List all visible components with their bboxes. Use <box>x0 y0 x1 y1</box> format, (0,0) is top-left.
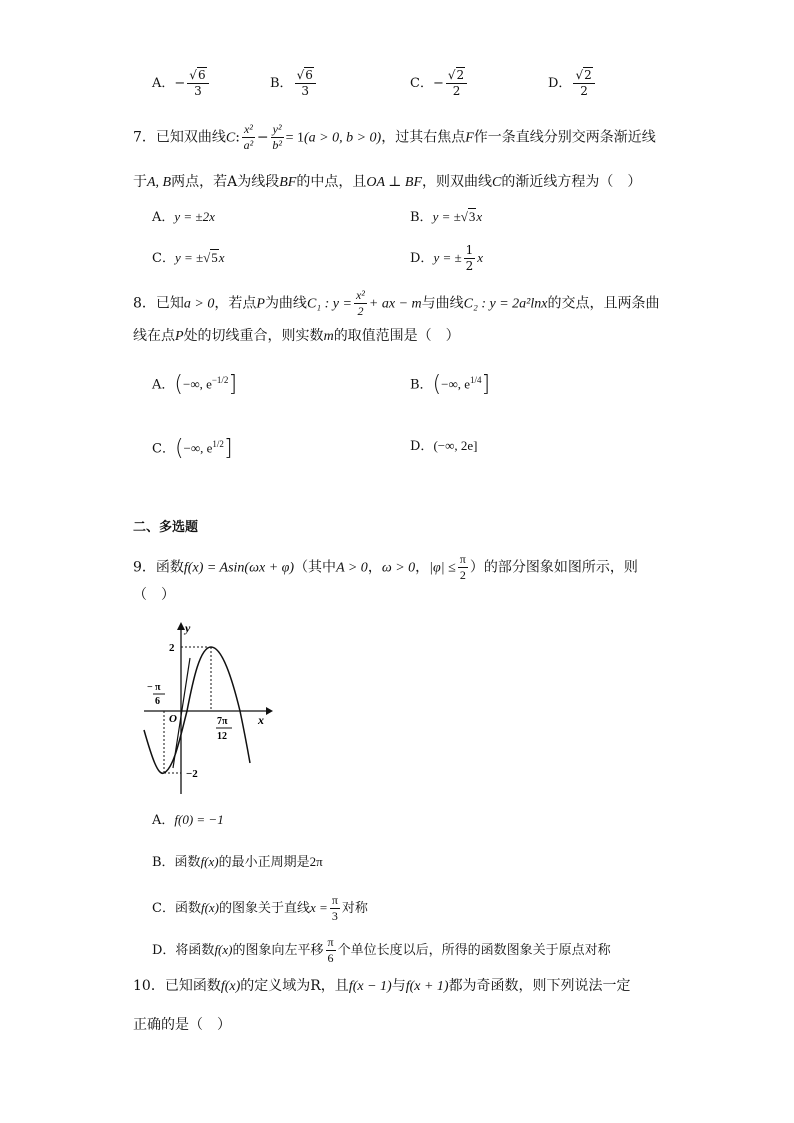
function: f(x) <box>200 900 219 915</box>
q7-option-c: C．y = ±√5x <box>152 250 225 266</box>
option-label: C． <box>410 76 433 91</box>
question-number: 7．已知双曲线 <box>133 129 226 146</box>
curve-name: C <box>225 130 236 146</box>
right-tick-denominator: 12 <box>217 731 227 742</box>
condition: ω > 0 <box>381 560 416 576</box>
q7-line-1: 7．已知双曲线C: $\frac{\text{x²}}{\text{a²}}$ − $\frac{\text{y²}}{\text{b²}}$ = 1(a > 0, b > 0)，过其右焦点F作一条直线分别交两条渐近线 <box>133 122 656 152</box>
q9-option-c <box>152 893 368 924</box>
variable: m <box>323 329 334 344</box>
option-text: x <box>476 209 483 224</box>
q8-option-d <box>410 436 477 457</box>
q6-option-c: C．− $\frac{√2}{2}$ <box>410 68 469 99</box>
condition: |φ| ≤ <box>429 560 456 576</box>
option-text: (−∞, 2e] <box>433 438 478 453</box>
q9-option-d <box>152 935 611 966</box>
text: ，若点 <box>214 295 257 312</box>
option-label: A． <box>152 76 175 91</box>
point: P <box>175 329 184 344</box>
left-tick-sign: − <box>147 682 153 693</box>
right-tick-numerator: 7π <box>217 716 228 727</box>
option-text: x <box>477 250 484 265</box>
q9-line-1 <box>133 552 638 583</box>
radicand: 5 <box>211 250 218 265</box>
question-number: 8．已知 <box>133 295 184 312</box>
text: 的取值范围是（ ） <box>333 328 460 344</box>
numerator: 6 <box>305 68 313 82</box>
function: f(x − 1) <box>348 979 392 994</box>
text: 处的切线重合，则实数 <box>183 328 324 344</box>
points: A, B <box>147 175 172 190</box>
condition: (a > 0, b > 0) <box>304 130 382 146</box>
option-text: y = ± <box>432 209 461 224</box>
numerator: 6 <box>197 68 206 82</box>
text: 于 <box>133 174 147 190</box>
numerator: 2 <box>584 68 592 82</box>
exponent: −1/2 <box>211 375 229 385</box>
text: 与 <box>391 978 406 994</box>
numerator: 2 <box>456 68 465 82</box>
text: 的中点，且 <box>296 174 367 190</box>
q10-line-2: 正确的是（ ） <box>133 1017 231 1033</box>
denominator: 2 <box>357 304 364 318</box>
numerator: 1 <box>465 243 474 257</box>
option-label: D． <box>410 439 434 454</box>
sign: − <box>432 76 444 91</box>
curve-name: C <box>492 175 502 190</box>
denominator: 2 <box>465 259 474 273</box>
q9-line-2: （ ） <box>133 587 175 603</box>
question-number: 10．已知函数 <box>133 978 221 994</box>
denominator: 3 <box>194 84 202 98</box>
curve-c1-tail: + ax − m <box>368 296 422 312</box>
x-axis-label: x <box>258 713 264 727</box>
function: f(x + 1) <box>405 979 449 994</box>
q8-option-c: C．(−∞, $e^{1/2}$] <box>152 435 233 461</box>
text: 的渐近线方程为（ ） <box>501 174 642 190</box>
text: ，过其右焦点 <box>381 129 466 146</box>
option-text: 的最小正周期是 <box>218 855 310 870</box>
q10-line-1 <box>133 976 631 997</box>
sine-curve <box>144 647 250 773</box>
denominator: 2 <box>580 84 588 98</box>
text: 两点，若A为线段 <box>171 174 280 190</box>
option-text: −∞, e <box>441 376 471 392</box>
option-label: C．函数 <box>152 901 201 916</box>
focus: F <box>465 130 474 146</box>
option-label: A． <box>152 210 175 225</box>
equation: x = <box>310 900 328 915</box>
text: 都为奇函数，则下列说法一定 <box>448 978 631 994</box>
text: 的定义域为R，且 <box>240 978 349 994</box>
q9-option-a <box>152 810 224 831</box>
function: f(x) <box>200 854 219 869</box>
q9-option-b <box>152 852 323 873</box>
option-text: x <box>218 250 225 265</box>
option-text: 的图象向左平移 <box>232 943 324 958</box>
curve-c2: C₂ : y = 2a²lnx <box>463 296 548 312</box>
q7-line-2 <box>133 172 641 193</box>
y-min-label: −2 <box>186 768 198 780</box>
option-text: y = ± <box>433 250 462 265</box>
option-text: −∞, e <box>182 376 212 392</box>
q8-option-b: B．(−∞, $e^{1/4}$] <box>410 371 491 397</box>
x-axis-arrow <box>266 707 273 715</box>
point: P <box>256 296 265 312</box>
perpendicular: OA ⊥ BF <box>366 175 423 190</box>
text: 为曲线 <box>264 295 307 312</box>
radicand: 3 <box>468 209 476 224</box>
function-def: f(x) = Asin(ωx + φ) <box>183 560 295 576</box>
option-label: D． <box>548 76 572 91</box>
option-label: B． <box>410 210 433 225</box>
segment: BF <box>279 175 297 190</box>
numerator: π <box>327 935 334 949</box>
text: 与曲线 <box>421 295 464 312</box>
condition: a > 0 <box>183 296 215 312</box>
y-axis-label: y <box>185 621 191 635</box>
q8-line-1 <box>133 288 659 319</box>
option-text: f(0) = −1 <box>174 812 224 827</box>
option-label: D． <box>410 251 434 266</box>
text: 作一条直线分别交两条渐近线 <box>473 129 656 146</box>
q8-option-a: A．(−∞, $e^{-1/2}$] <box>152 371 238 397</box>
left-tick-numerator: π <box>155 682 161 693</box>
option-label: C． <box>152 251 175 266</box>
denominator: 2 <box>452 84 461 98</box>
section-heading: 二、多选题 <box>133 520 199 535</box>
text: 的交点，且两条曲 <box>547 295 660 312</box>
y-max-label: 2 <box>169 642 175 654</box>
option-text: −∞, e <box>183 440 213 456</box>
denominator: 3 <box>301 84 310 98</box>
option-text: y = ±2x <box>174 209 215 224</box>
q7-option-b: B．y = ±√3x <box>410 209 483 225</box>
q7-option-d <box>410 243 483 274</box>
numerator: x² <box>355 288 365 302</box>
function: f(x) <box>220 979 241 994</box>
condition: A > 0 <box>336 560 368 576</box>
denominator: 3 <box>331 909 338 923</box>
y-axis-arrow <box>177 622 185 630</box>
value: 2π <box>309 854 323 869</box>
text: （其中 <box>294 559 337 576</box>
numerator: π <box>459 552 466 566</box>
text: ）的部分图象如图所示，则 <box>469 559 638 576</box>
question-number: 9．函数 <box>133 559 184 576</box>
q6-option-d: D． $\frac{√2}{2}$ <box>548 68 597 99</box>
option-label: A． <box>152 377 175 393</box>
option-label: A． <box>152 813 175 828</box>
q6-option-a: A．− $\frac{√6}{3}$ <box>152 68 211 99</box>
option-label: C． <box>152 441 175 457</box>
exponent: 1/4 <box>470 375 482 385</box>
option-label: B． <box>410 377 433 393</box>
option-label: D．将函数 <box>152 943 215 958</box>
text: ，则双曲线 <box>422 174 493 190</box>
sign: − <box>174 76 186 91</box>
denominator: 6 <box>327 951 334 965</box>
option-label: B．函数 <box>152 855 201 870</box>
curve-c1: C₁ : y = <box>306 296 352 312</box>
numerator: π <box>331 893 338 907</box>
q7-option-a <box>152 207 215 228</box>
function: f(x) <box>214 942 233 957</box>
left-tick-denominator: 6 <box>155 696 160 707</box>
denominator: 2 <box>459 568 466 582</box>
q8-line-2 <box>133 326 460 347</box>
option-text: 对称 <box>341 901 368 916</box>
exponent: 1/2 <box>212 439 224 449</box>
option-text: 的图象关于直线 <box>219 901 311 916</box>
text: 线在点 <box>133 328 175 344</box>
option-text: 个单位长度以后，所得的函数图象关于原点对称 <box>337 943 611 958</box>
option-text: y = ± <box>174 250 204 265</box>
text: ， <box>367 559 382 576</box>
q6-option-b: B． $\frac{√6}{3}$ <box>270 68 318 99</box>
origin-label: O <box>169 713 177 725</box>
sine-graph <box>140 618 275 796</box>
text: ， <box>415 559 430 576</box>
option-label: B． <box>270 76 293 91</box>
